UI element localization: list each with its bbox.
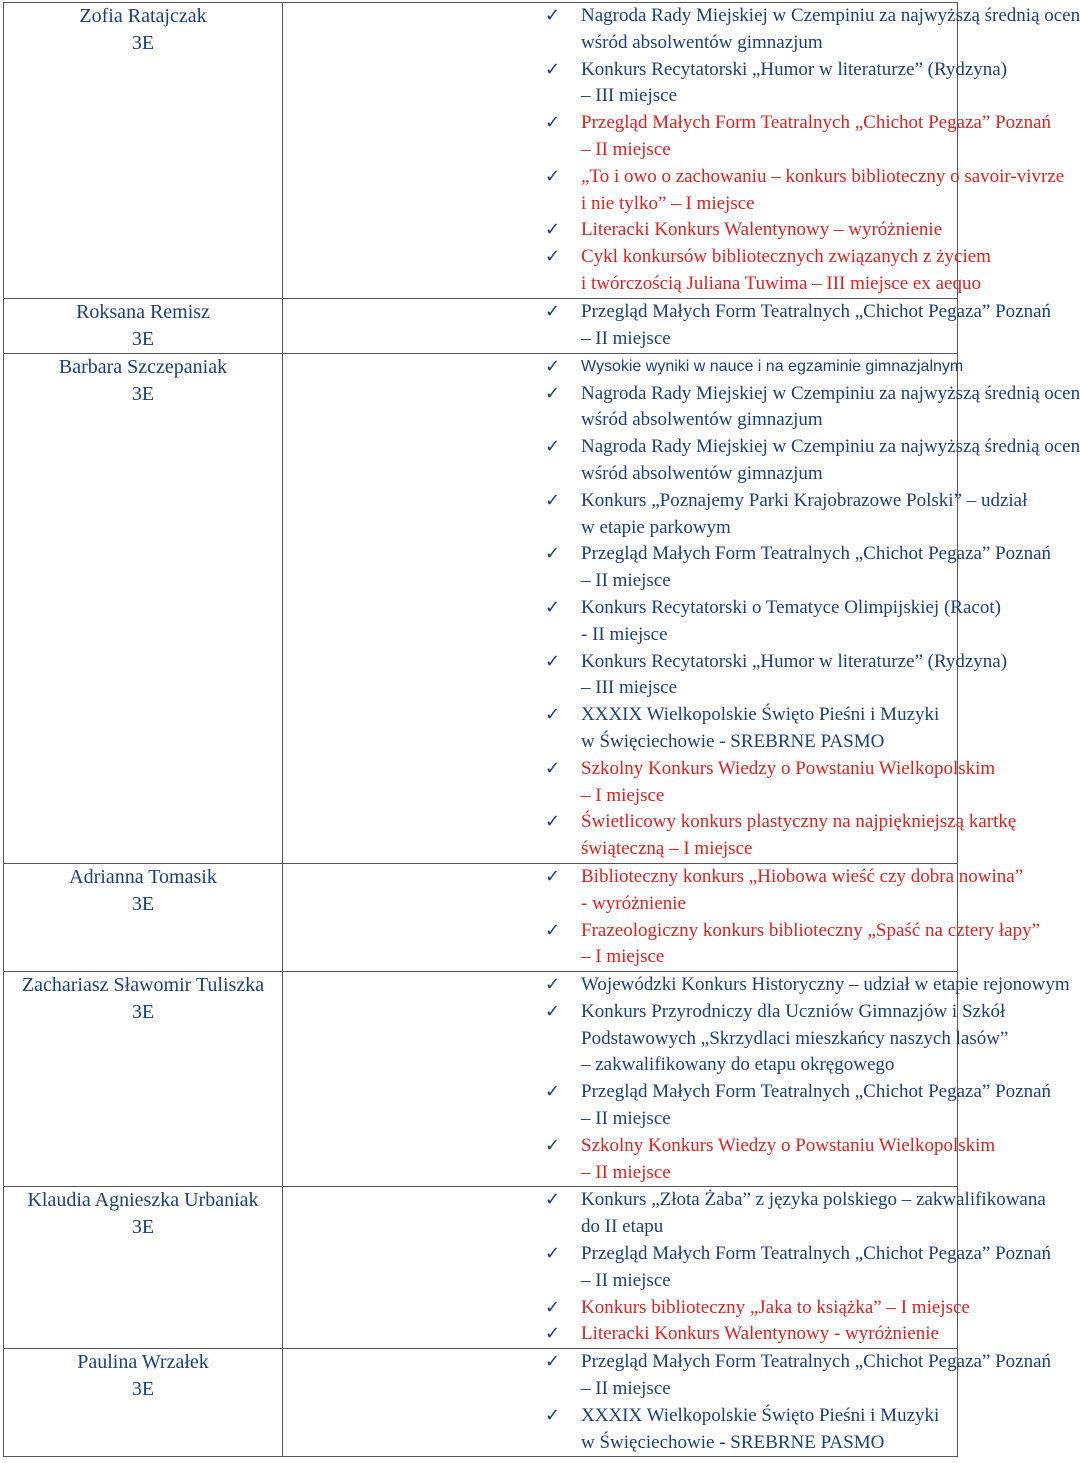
achievement-item <box>545 918 1040 972</box>
checkmark-icon: ✓ <box>545 1404 561 1426</box>
achievement-item <box>545 354 964 381</box>
achievement-text: Biblioteczny konkurs „Hiobowa wieść czy dobra nowina” <box>581 865 1024 887</box>
checkmark-icon: ✓ <box>545 1351 561 1373</box>
achievement-text: – I miejsce <box>581 946 665 968</box>
checkmark-icon: ✓ <box>545 974 561 996</box>
achievement-text: do II etapu <box>581 1216 664 1238</box>
achievement-text: – II miejsce <box>581 1161 671 1183</box>
achievement-list <box>283 1187 1051 1348</box>
student-name: Klaudia Agnieszka Urbaniak <box>27 1189 259 1212</box>
achievement-text: Nagroda Rady Miejskiej w Czempiniu za najwyższą średnią ocen <box>581 436 1080 458</box>
achievement-item <box>545 1295 970 1322</box>
achievement-text: Przegląd Małych Form Teatralnych „Chichot Pegaza” Poznań <box>581 543 1051 565</box>
student-name-cell <box>4 1187 283 1349</box>
checkmark-icon: ✓ <box>545 543 561 565</box>
achievement-text: wśród absolwentów gimnazjum <box>581 409 823 431</box>
checkmark-icon: ✓ <box>545 1243 561 1265</box>
achievement-item <box>545 164 1065 218</box>
checkmark-icon: ✓ <box>545 811 561 833</box>
achievement-text: Przegląd Małych Form Teatralnych „Chichot Pegaza” Poznań <box>581 112 1051 134</box>
achievement-item <box>545 488 1028 542</box>
achievement-text: Konkurs „Złota Żaba” z języka polskiego – zakwalifikowana <box>581 1189 1046 1211</box>
achievement-text: – II miejsce <box>581 138 671 160</box>
achievement-item <box>545 1403 957 1457</box>
student-row <box>4 863 958 971</box>
achievement-text: Konkurs Recytatorski „Humor w literaturze” (Rydzyna) <box>581 58 1008 80</box>
achievement-text: Szkolny Konkurs Wiedzy o Powstaniu Wielkopolskim <box>581 1134 996 1156</box>
student-name-cell <box>4 1349 283 1457</box>
achievement-text: i nie tylko” – I miejsce <box>581 192 755 214</box>
student-row <box>4 3 958 299</box>
achievement-text: Konkurs biblioteczny „Jaka to książka” – I miejsce <box>581 1296 970 1318</box>
achievement-list <box>283 3 1080 298</box>
achievement-text: Świetlicowy konkurs plastyczny na najpiękniejszą kartkę <box>581 811 1017 833</box>
checkmark-icon: ✓ <box>545 1189 561 1211</box>
achievement-text: Konkurs Recytatorski o Tematyce Olimpijskiej (Racot) <box>581 596 1001 618</box>
student-name-cell <box>4 3 283 299</box>
achievement-text: Przegląd Małych Form Teatralnych „Chichot Pegaza” Poznań <box>581 1243 1051 1265</box>
checkmark-icon: ✓ <box>545 58 561 80</box>
achievement-text: Frazeologiczny konkurs biblioteczny „Spaść na cztery łapy” <box>581 919 1040 941</box>
checkmark-icon: ✓ <box>545 919 561 941</box>
student-row <box>4 972 958 1187</box>
student-class: 3E <box>131 1001 155 1024</box>
achievement-text: Wojewódzki Konkurs Historyczny – udział w etapie rejonowym <box>581 974 1070 996</box>
achievements-cell <box>283 353 1080 863</box>
student-class: 3E <box>131 892 155 915</box>
achievement-list <box>283 1349 1051 1456</box>
checkmark-icon: ✓ <box>545 382 561 404</box>
student-class: 3E <box>131 32 155 54</box>
achievements-cell <box>283 3 1080 299</box>
achievement-item <box>545 595 1001 649</box>
checkmark-icon: ✓ <box>545 704 561 726</box>
student-name: Zachariasz Sławomir Tuliszka <box>21 974 265 997</box>
student-class: 3E <box>131 382 155 405</box>
checkmark-icon: ✓ <box>545 5 561 26</box>
achievements-table <box>3 2 1080 1457</box>
achievements-cell <box>283 972 1070 1187</box>
student-row <box>4 1187 958 1349</box>
achievement-list <box>283 972 1070 1186</box>
achievement-item <box>545 649 1008 703</box>
achievement-item <box>545 756 996 810</box>
achievement-item <box>545 1133 996 1187</box>
achievement-item <box>545 809 1017 863</box>
achievement-item <box>545 110 1051 164</box>
achievement-item <box>545 1187 1046 1241</box>
student-name-cell <box>4 863 283 971</box>
achievements-cell <box>283 863 1040 971</box>
achievement-text: - wyróżnienie <box>581 892 686 914</box>
checkmark-icon: ✓ <box>545 865 561 887</box>
achievement-item <box>545 434 1080 488</box>
achievement-text: – III miejsce <box>581 677 678 699</box>
achievement-text: Cykl konkursów bibliotecznych związanych z życiem <box>581 246 991 268</box>
achievement-item <box>545 702 957 756</box>
achievement-text: – II miejsce <box>581 1108 671 1130</box>
student-class: 3E <box>131 1378 155 1401</box>
achievement-item <box>545 3 1080 57</box>
achievement-text: Nagroda Rady Miejskiej w Czempiniu za najwyższą średnią ocen <box>581 5 1080 26</box>
achievement-item <box>545 57 1008 111</box>
student-class: 3E <box>131 1216 155 1239</box>
achievement-item <box>545 1079 1051 1133</box>
checkmark-icon: ✓ <box>545 246 561 268</box>
checkmark-icon: ✓ <box>545 300 561 322</box>
achievement-text: Przegląd Małych Form Teatralnych „Chichot Pegaza” Poznań <box>581 1351 1051 1373</box>
achievement-text: – I miejsce <box>581 784 665 806</box>
student-class: 3E <box>131 327 155 350</box>
achievement-text: Konkurs „Poznajemy Parki Krajobrazowe Polski” – udział <box>581 489 1028 511</box>
achievement-text: w Święciechowie - SREBRNE PASMO <box>581 1431 885 1453</box>
checkmark-icon: ✓ <box>545 1323 561 1345</box>
achievement-text: – II miejsce <box>581 1269 671 1291</box>
achievement-list <box>283 864 1040 971</box>
achievement-text: Szkolny Konkurs Wiedzy o Powstaniu Wielkopolskim <box>581 757 996 779</box>
achievement-text: Literacki Konkurs Walentynowy – wyróżnienie <box>581 219 943 241</box>
student-row <box>4 1349 958 1457</box>
achievement-text: Przegląd Małych Form Teatralnych „Chichot Pegaza” Poznań <box>581 1081 1051 1103</box>
achievements-cell <box>283 1349 1051 1457</box>
achievement-text: – zakwalifikowany do etapu okręgowego <box>581 1054 895 1076</box>
achievement-text: XXXIX Wielkopolskie Święto Pieśni i Muzyki <box>581 1404 940 1426</box>
achievement-text: wśród absolwentów gimnazjum <box>581 31 823 53</box>
checkmark-icon: ✓ <box>545 489 561 511</box>
achievements-cell <box>283 298 1051 353</box>
achievement-text: – II miejsce <box>581 570 671 592</box>
checkmark-icon: ✓ <box>545 436 561 458</box>
achievement-item <box>545 999 1009 1079</box>
student-name: Paulina Wrzałek <box>77 1351 209 1374</box>
achievement-item <box>545 299 1051 353</box>
achievement-text: wśród absolwentów gimnazjum <box>581 462 823 484</box>
achievement-item <box>545 864 1024 918</box>
achievement-list <box>283 299 1051 353</box>
student-name: Adrianna Tomasik <box>69 865 217 888</box>
checkmark-icon: ✓ <box>545 596 561 618</box>
achievement-text: – III miejsce <box>581 85 678 107</box>
achievement-item <box>545 381 1080 435</box>
achievement-item <box>545 244 991 298</box>
checkmark-icon: ✓ <box>545 112 561 134</box>
checkmark-icon: ✓ <box>545 757 561 779</box>
student-name: Zofia Ratajczak <box>79 5 207 27</box>
achievement-list <box>283 354 1080 863</box>
achievement-item <box>545 541 1051 595</box>
achievement-text: Nagroda Rady Miejskiej w Czempiniu za najwyższą średnią ocen <box>581 382 1080 404</box>
achievement-text: – II miejsce <box>581 1378 671 1400</box>
checkmark-icon: ✓ <box>545 1081 561 1103</box>
achievement-text: Podstawowych „Skrzydlaci mieszkańcy naszych lasów” <box>581 1027 1009 1049</box>
student-name: Roksana Remisz <box>76 300 210 323</box>
student-row <box>4 298 958 353</box>
achievement-text: Konkurs Recytatorski „Humor w literaturze” (Rydzyna) <box>581 650 1008 672</box>
achievement-text: Konkurs Przyrodniczy dla Uczniów Gimnazjów i Szkół <box>581 1000 1006 1022</box>
achievement-text: w Święciechowie - SREBRNE PASMO <box>581 730 885 752</box>
checkmark-icon: ✓ <box>545 219 561 241</box>
achievement-item <box>545 1349 1051 1403</box>
achievement-text: - II miejsce <box>581 623 668 645</box>
achievement-item <box>545 1241 1051 1295</box>
achievements-cell <box>283 1187 1051 1349</box>
achievement-text: XXXIX Wielkopolskie Święto Pieśni i Muzyki <box>581 704 940 726</box>
achievement-item <box>545 217 957 244</box>
checkmark-icon: ✓ <box>545 1296 561 1318</box>
achievement-text: w etapie parkowym <box>581 516 731 538</box>
student-name-cell <box>4 972 283 1187</box>
checkmark-icon: ✓ <box>545 1000 561 1022</box>
achievement-text: świąteczną – I miejsce <box>581 838 753 860</box>
checkmark-icon: ✓ <box>545 165 561 187</box>
checkmark-icon: ✓ <box>545 650 561 672</box>
achievement-text: – II miejsce <box>581 327 671 349</box>
achievement-text: Przegląd Małych Form Teatralnych „Chichot Pegaza” Poznań <box>581 300 1051 322</box>
student-name: Barbara Szczepaniak <box>58 355 228 378</box>
checkmark-icon: ✓ <box>545 1134 561 1156</box>
checkmark-icon: ✓ <box>545 355 561 377</box>
achievement-text: Literacki Konkurs Walentynowy - wyróżnienie <box>581 1323 939 1345</box>
achievement-text: Wysokie wyniki w nauce i na egzaminie gimnazjalnym <box>581 357 964 375</box>
achievement-item <box>545 1321 957 1348</box>
student-name-cell <box>4 298 283 353</box>
student-name-cell <box>4 353 283 863</box>
achievement-text: „To i owo o zachowaniu – konkurs biblioteczny o savoir-vivrze <box>581 165 1065 187</box>
achievement-text: i twórczością Juliana Tuwima – III miejsce ex aequo <box>581 272 981 294</box>
student-row <box>4 353 958 863</box>
achievement-item <box>545 972 1070 999</box>
